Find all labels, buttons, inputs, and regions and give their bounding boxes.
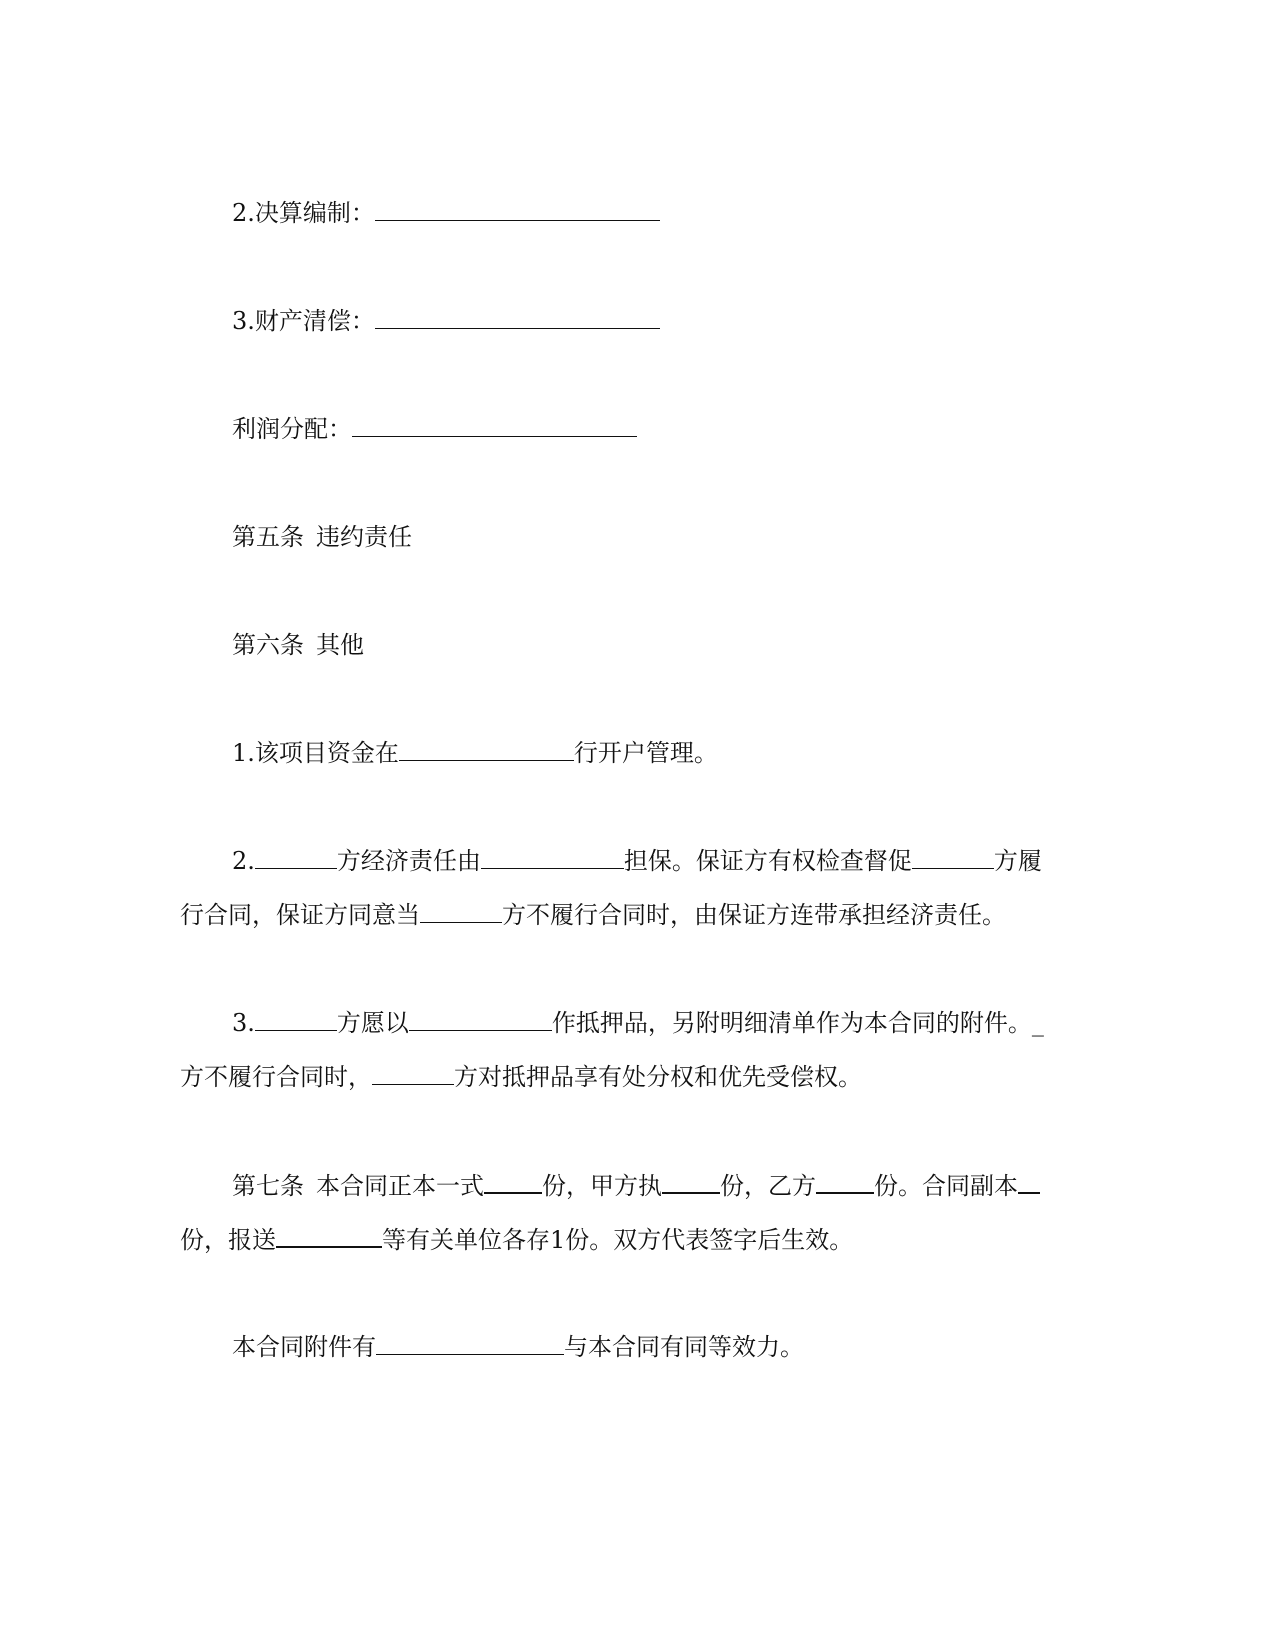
item-final-accounts (232, 198, 1137, 228)
fill-blank[interactable] (255, 1008, 337, 1031)
clause-guarantee-line2 (180, 900, 1085, 930)
fill-blank[interactable] (375, 198, 660, 221)
clause-bank-account (232, 738, 1137, 768)
clause-text: 方对抵押品享有处分权和优先受偿权。 (454, 1063, 862, 1091)
fill-blank[interactable] (409, 1008, 552, 1031)
clause-text: 份，甲方执 (542, 1172, 662, 1200)
fill-blank[interactable] (372, 1062, 454, 1085)
fill-blank[interactable] (662, 1170, 720, 1194)
clause-text: 方履 (993, 847, 1042, 875)
fill-blank[interactable] (375, 306, 660, 329)
fill-blank[interactable] (484, 1170, 542, 1194)
clause-text: 与本合同有同等效力。 (564, 1333, 804, 1361)
clause-collateral-line2 (180, 1062, 1085, 1092)
clause-text: 行开户管理。 (573, 739, 718, 767)
clause-text: 份。合同副本 (874, 1172, 1018, 1200)
fill-blank[interactable] (255, 846, 337, 869)
fill-blank[interactable] (420, 900, 502, 923)
article-seven-line2 (180, 1224, 1085, 1255)
clause-text: 方不履行合同时，由保证方连带承担经济责任。 (502, 901, 1006, 929)
clause-collateral-line1 (232, 1008, 1137, 1038)
article-number: 第六条 (232, 631, 304, 659)
article-title: 违约责任 (316, 523, 412, 551)
article-number: 第七条 (232, 1172, 304, 1200)
clause-text: 1.该项目资金在 (232, 739, 399, 767)
fill-blank[interactable] (1018, 1170, 1040, 1194)
clause-guarantee-line1 (232, 846, 1137, 876)
clause-text: 份，报送 (180, 1226, 276, 1254)
item-label: 2.决算编制： (232, 199, 375, 227)
article-number: 第五条 (232, 523, 304, 551)
fill-blank[interactable] (352, 414, 637, 437)
fill-blank[interactable] (481, 846, 624, 869)
item-profit-distribution (232, 414, 1137, 444)
clause-text: 方不履行合同时， (180, 1063, 372, 1091)
clause-text: 3. (232, 1009, 255, 1037)
article-title: 其他 (316, 631, 364, 659)
clause-text: 本合同正本一式 (316, 1172, 484, 1200)
fill-blank[interactable] (376, 1332, 564, 1355)
clause-text: 份，乙方 (720, 1172, 816, 1200)
clause-text: 担保。保证方有权检查督促 (623, 847, 912, 875)
clause-text: 本合同附件有 (232, 1333, 376, 1361)
article-six-heading (232, 630, 1137, 660)
clause-text: 方愿以 (336, 1009, 409, 1037)
item-label: 3.财产清偿： (232, 307, 375, 335)
clause-text: 作抵押品，另附明细清单作为本合同的附件。_ (551, 1009, 1044, 1037)
clause-text: 行合同，保证方同意当 (180, 901, 420, 929)
item-label: 利润分配： (232, 415, 352, 443)
fill-blank[interactable] (816, 1170, 874, 1194)
clause-text: 2. (232, 847, 255, 875)
fill-blank[interactable] (912, 846, 994, 869)
clause-attachments (232, 1332, 1137, 1362)
clause-text: 方经济责任由 (336, 847, 481, 875)
fill-blank[interactable] (276, 1224, 382, 1248)
article-five-heading (232, 522, 1137, 552)
fill-blank[interactable] (399, 738, 574, 761)
item-property-settlement (232, 306, 1137, 336)
clause-text: 等有关单位各存1份。双方代表签字后生效。 (382, 1226, 854, 1254)
article-seven-line1 (232, 1170, 1137, 1201)
